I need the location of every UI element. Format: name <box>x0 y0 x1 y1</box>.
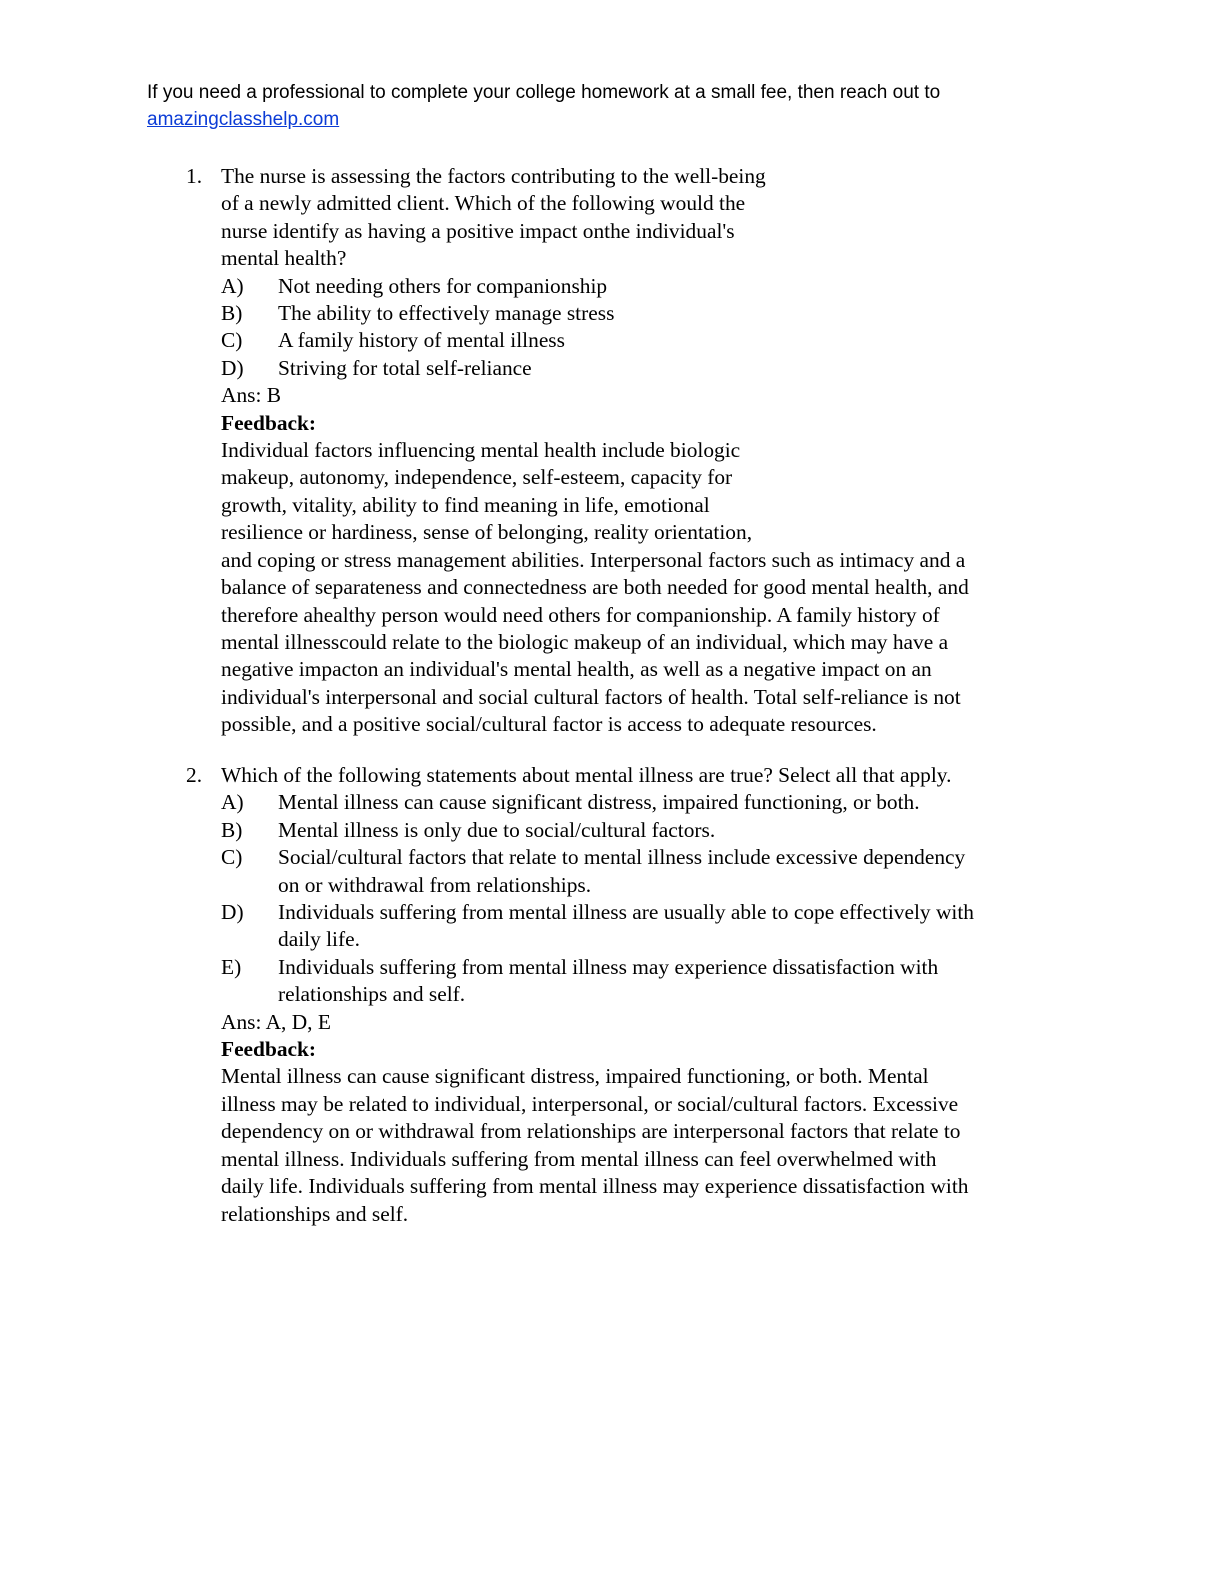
feedback-line: negative impacton an individual's mental health, as well as a negative impact on an <box>221 657 932 682</box>
option-text <box>278 327 565 354</box>
promo-header <box>147 79 1067 133</box>
option-text <box>278 817 715 844</box>
option-line: Individuals suffering from mental illness may experience dissatisfaction with <box>278 954 939 979</box>
feedback-label: Feedback: <box>221 1037 317 1062</box>
option-line: Mental illness can cause significant distress, impaired functioning, or both. <box>278 790 920 815</box>
feedback-line: dependency on or withdrawal from relationships are interpersonal factors that relate to <box>221 1119 961 1144</box>
option-text <box>278 899 974 954</box>
question-stem-line: nurse identify as having a positive impact onthe individual's <box>221 218 735 243</box>
feedback-line: resilience or hardiness, sense of belonging, reality orientation, <box>221 520 753 545</box>
question-stem-line: Which of the following statements about mental illness are true? Select all that apply. <box>221 763 952 787</box>
option-letter: A) <box>221 790 244 815</box>
option-a <box>221 273 969 300</box>
answer-text: Ans: A, D, E <box>221 1009 331 1034</box>
option-letter: D) <box>221 900 244 925</box>
option-text <box>278 954 938 1009</box>
option-line: on or withdrawal from relationships. <box>278 872 592 897</box>
option-line: Mental illness is only due to social/cultural factors. <box>278 817 716 842</box>
option-line: relationships and self. <box>278 982 466 1007</box>
feedback-line: makeup, autonomy, independence, self-esteem, capacity for <box>221 465 733 490</box>
feedback-line: Individual factors influencing mental health include biologic <box>221 438 741 463</box>
feedback-line: balance of separateness and connectedness are both needed for good mental health, and <box>221 575 969 600</box>
feedback-line: therefore ahealthy person would need others for companionship. A family history of <box>221 602 940 627</box>
option-text <box>278 844 965 899</box>
feedback-line: daily life. Individuals suffering from mental illness may experience dissatisfaction with <box>221 1174 969 1199</box>
option-letter: B) <box>221 301 243 326</box>
option-line: Individuals suffering from mental illness are usually able to cope effectively with <box>278 900 974 925</box>
option-e <box>221 954 974 1009</box>
option-line: Social/cultural factors that relate to mental illness include excessive dependency <box>278 845 966 870</box>
feedback-line: growth, vitality, ability to find meaning in life, emotional <box>221 492 710 517</box>
option-line: daily life. <box>278 927 360 952</box>
option-text <box>278 355 532 382</box>
option-text <box>278 273 607 300</box>
feedback-line: illness may be related to individual, interpersonal, or social/cultural factors. Excessive <box>221 1091 959 1116</box>
option-letter: D) <box>221 355 244 380</box>
feedback-line: mental illness. Individuals suffering from mental illness can feel overwhelmed with <box>221 1146 937 1171</box>
option-d <box>221 899 974 954</box>
question-body <box>221 762 974 1228</box>
feedback-label: Feedback: <box>221 410 317 435</box>
feedback-line: Mental illness can cause significant distress, impaired functioning, or both. Mental <box>221 1064 929 1089</box>
question-body <box>221 163 969 739</box>
option-letter: C) <box>221 328 243 353</box>
option-d <box>221 355 969 382</box>
option-c <box>221 327 969 354</box>
feedback-line: relationships and self. <box>221 1201 409 1226</box>
option-text <box>278 789 920 816</box>
option-line: The ability to effectively manage stress <box>278 301 615 326</box>
option-letter: E) <box>221 954 242 979</box>
question-stem-line: mental health? <box>221 246 347 271</box>
option-letter: B) <box>221 817 243 842</box>
promo-link[interactable]: amazingclasshelp.com <box>147 109 340 130</box>
option-line: Not needing others for companionship <box>278 273 608 298</box>
option-a <box>221 789 974 816</box>
option-letter: C) <box>221 845 243 870</box>
question-stem-line: of a newly admitted client. Which of the following would the <box>221 191 746 216</box>
question-number: 1. <box>186 164 203 188</box>
question-stem-line: The nurse is assessing the factors contributing to the well-being <box>221 164 766 188</box>
option-letter: A) <box>221 273 244 298</box>
option-b <box>221 300 969 327</box>
option-line: A family history of mental illness <box>278 328 565 353</box>
option-text <box>278 300 614 327</box>
option-line: Striving for total self-reliance <box>278 355 532 380</box>
answer-text: Ans: B <box>221 383 282 408</box>
question-number: 2. <box>186 763 203 787</box>
feedback-line: mental illnesscould relate to the biologic makeup of an individual, which may have a <box>221 629 949 654</box>
feedback-line: and coping or stress management abilities. Interpersonal factors such as intimacy and a <box>221 547 966 572</box>
feedback-line: individual's interpersonal and social cultural factors of health. Total self-reliance is not <box>221 684 961 709</box>
promo-text: If you need a professional to complete your college homework at a small fee, then reach out to <box>147 82 941 103</box>
feedback-line: possible, and a positive social/cultural factor is access to adequate resources. <box>221 712 877 737</box>
option-b <box>221 817 974 844</box>
option-c <box>221 844 974 899</box>
